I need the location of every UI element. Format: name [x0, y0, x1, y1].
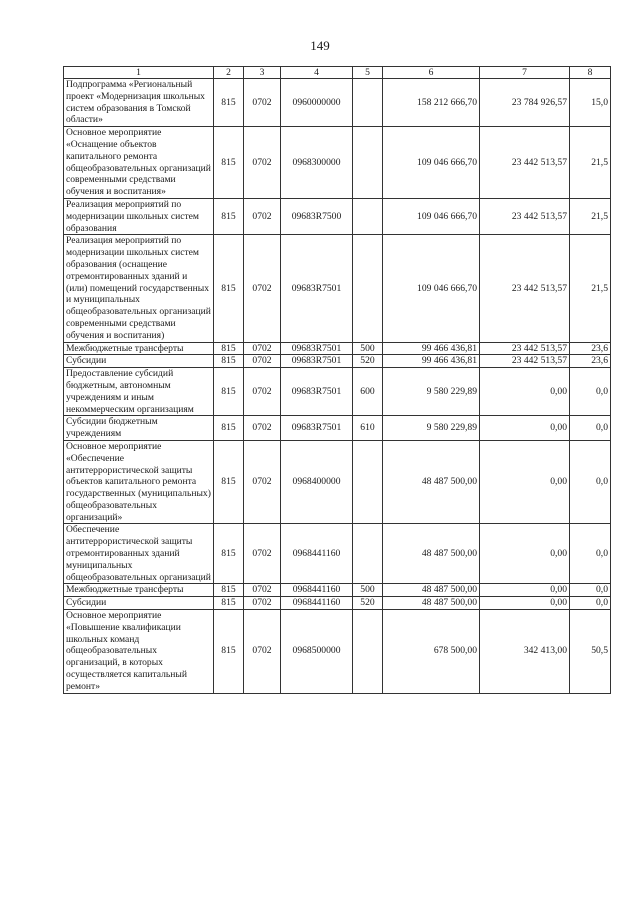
row-plan-amount: 109 046 666,70	[383, 235, 480, 342]
row-section-code: 0702	[244, 584, 281, 597]
row-section-code: 0702	[244, 127, 281, 199]
row-expense-type	[353, 610, 383, 694]
row-expense-type: 520	[353, 597, 383, 610]
row-name: Подпрограмма «Региональный проект «Модернизация школьных систем образования в Томской области»	[64, 79, 214, 127]
row-percent: 23,6	[570, 355, 611, 368]
row-plan-amount: 48 487 500,00	[383, 524, 480, 584]
row-section-code: 0702	[244, 342, 281, 355]
table-row	[64, 79, 611, 127]
row-expense-type: 500	[353, 584, 383, 597]
row-target-code: 09683R7501	[281, 368, 353, 416]
header-cell: 7	[480, 67, 570, 79]
row-target-code: 09683R7501	[281, 342, 353, 355]
table-row	[64, 584, 611, 597]
header-cell: 1	[64, 67, 214, 79]
row-actual-amount: 23 442 513,57	[480, 355, 570, 368]
header-cell: 6	[383, 67, 480, 79]
row-target-code: 09683R7501	[281, 416, 353, 441]
row-expense-type	[353, 198, 383, 234]
row-section-code: 0702	[244, 610, 281, 694]
table-row	[64, 597, 611, 610]
row-plan-amount: 48 487 500,00	[383, 584, 480, 597]
row-section-code: 0702	[244, 79, 281, 127]
row-name: Межбюджетные трансферты	[64, 342, 214, 355]
row-actual-amount: 23 442 513,57	[480, 342, 570, 355]
row-ministry-code: 815	[214, 416, 244, 441]
row-name: Реализация мероприятий по модернизации школьных систем образования (оснащение отремонтированных зданий и (или) помещений государственных и муниципальных общеобразовательных организаций современными средствами обучения и воспитания)	[64, 235, 214, 342]
row-section-code: 0702	[244, 440, 281, 524]
row-plan-amount: 678 500,00	[383, 610, 480, 694]
budget-table	[63, 66, 611, 694]
page-number: 149	[310, 38, 330, 53]
row-ministry-code: 815	[214, 584, 244, 597]
row-percent: 0,0	[570, 440, 611, 524]
row-ministry-code: 815	[214, 597, 244, 610]
row-expense-type: 500	[353, 342, 383, 355]
row-ministry-code: 815	[214, 127, 244, 199]
row-ministry-code: 815	[214, 235, 244, 342]
row-section-code: 0702	[244, 198, 281, 234]
row-percent: 0,0	[570, 368, 611, 416]
row-plan-amount: 9 580 229,89	[383, 416, 480, 441]
row-actual-amount: 23 442 513,57	[480, 235, 570, 342]
row-actual-amount: 23 442 513,57	[480, 127, 570, 199]
row-plan-amount: 158 212 666,70	[383, 79, 480, 127]
row-section-code: 0702	[244, 524, 281, 584]
row-plan-amount: 109 046 666,70	[383, 198, 480, 234]
row-actual-amount: 0,00	[480, 440, 570, 524]
row-plan-amount: 48 487 500,00	[383, 440, 480, 524]
row-ministry-code: 815	[214, 524, 244, 584]
row-target-code: 0968500000	[281, 610, 353, 694]
row-section-code: 0702	[244, 355, 281, 368]
row-expense-type: 520	[353, 355, 383, 368]
row-ministry-code: 815	[214, 440, 244, 524]
row-actual-amount: 23 784 926,57	[480, 79, 570, 127]
row-name: Межбюджетные трансферты	[64, 584, 214, 597]
table-row	[64, 416, 611, 441]
row-actual-amount: 0,00	[480, 368, 570, 416]
row-plan-amount: 99 466 436,81	[383, 355, 480, 368]
row-section-code: 0702	[244, 597, 281, 610]
row-actual-amount: 0,00	[480, 416, 570, 441]
row-expense-type	[353, 524, 383, 584]
row-section-code: 0702	[244, 416, 281, 441]
table-row	[64, 198, 611, 234]
row-expense-type	[353, 235, 383, 342]
row-plan-amount: 109 046 666,70	[383, 127, 480, 199]
row-percent: 50,5	[570, 610, 611, 694]
row-section-code: 0702	[244, 235, 281, 342]
row-target-code: 0960000000	[281, 79, 353, 127]
row-percent: 0,0	[570, 416, 611, 441]
row-name: Субсидии бюджетным учреждениям	[64, 416, 214, 441]
row-percent: 0,0	[570, 524, 611, 584]
row-target-code: 0968441160	[281, 597, 353, 610]
table-row	[64, 235, 611, 342]
table-row	[64, 368, 611, 416]
header-cell: 3	[244, 67, 281, 79]
row-percent: 15,0	[570, 79, 611, 127]
header-row	[64, 67, 611, 79]
table-row	[64, 342, 611, 355]
row-expense-type	[353, 127, 383, 199]
row-actual-amount: 0,00	[480, 524, 570, 584]
row-actual-amount: 342 413,00	[480, 610, 570, 694]
row-name: Основное мероприятие «Повышение квалификации школьных команд общеобразовательных организаций, в которых осуществляется капитальный ремонт»	[64, 610, 214, 694]
row-name: Реализация мероприятий по модернизации школьных систем образования	[64, 198, 214, 234]
row-percent: 21,5	[570, 198, 611, 234]
table-row	[64, 440, 611, 524]
row-ministry-code: 815	[214, 79, 244, 127]
row-percent: 23,6	[570, 342, 611, 355]
row-name: Основное мероприятие «Обеспечение антитеррористической защиты объектов капитального ремонта государственных (муниципальных) общеобразовательных организаций»	[64, 440, 214, 524]
table-row	[64, 355, 611, 368]
row-target-code: 09683R7500	[281, 198, 353, 234]
row-ministry-code: 815	[214, 198, 244, 234]
row-target-code: 0968441160	[281, 524, 353, 584]
row-ministry-code: 815	[214, 342, 244, 355]
row-expense-type	[353, 440, 383, 524]
row-actual-amount: 0,00	[480, 597, 570, 610]
row-expense-type: 600	[353, 368, 383, 416]
row-expense-type: 610	[353, 416, 383, 441]
header-cell: 2	[214, 67, 244, 79]
table-row	[64, 524, 611, 584]
row-percent: 21,5	[570, 235, 611, 342]
row-plan-amount: 9 580 229,89	[383, 368, 480, 416]
header-cell: 5	[353, 67, 383, 79]
row-target-code: 0968300000	[281, 127, 353, 199]
table-row	[64, 127, 611, 199]
row-ministry-code: 815	[214, 610, 244, 694]
row-plan-amount: 48 487 500,00	[383, 597, 480, 610]
row-name: Предоставление субсидий бюджетным, автономным учреждениям и иным некоммерческим организациям	[64, 368, 214, 416]
row-plan-amount: 99 466 436,81	[383, 342, 480, 355]
row-name: Основное мероприятие «Оснащение объектов капитального ремонта общеобразовательных организаций современными средствами обучения и воспитания»	[64, 127, 214, 199]
header-cell: 4	[281, 67, 353, 79]
row-section-code: 0702	[244, 368, 281, 416]
header-cell: 8	[570, 67, 611, 79]
row-ministry-code: 815	[214, 355, 244, 368]
row-name: Субсидии	[64, 597, 214, 610]
row-target-code: 0968400000	[281, 440, 353, 524]
row-percent: 0,0	[570, 584, 611, 597]
row-target-code: 09683R7501	[281, 235, 353, 342]
row-target-code: 09683R7501	[281, 355, 353, 368]
row-name: Субсидии	[64, 355, 214, 368]
row-expense-type	[353, 79, 383, 127]
row-ministry-code: 815	[214, 368, 244, 416]
row-actual-amount: 23 442 513,57	[480, 198, 570, 234]
table-row	[64, 610, 611, 694]
row-actual-amount: 0,00	[480, 584, 570, 597]
row-target-code: 0968441160	[281, 584, 353, 597]
row-name: Обеспечение антитеррористической защиты отремонтированных зданий муниципальных общеобразовательных организаций	[64, 524, 214, 584]
row-percent: 21,5	[570, 127, 611, 199]
row-percent: 0,0	[570, 597, 611, 610]
